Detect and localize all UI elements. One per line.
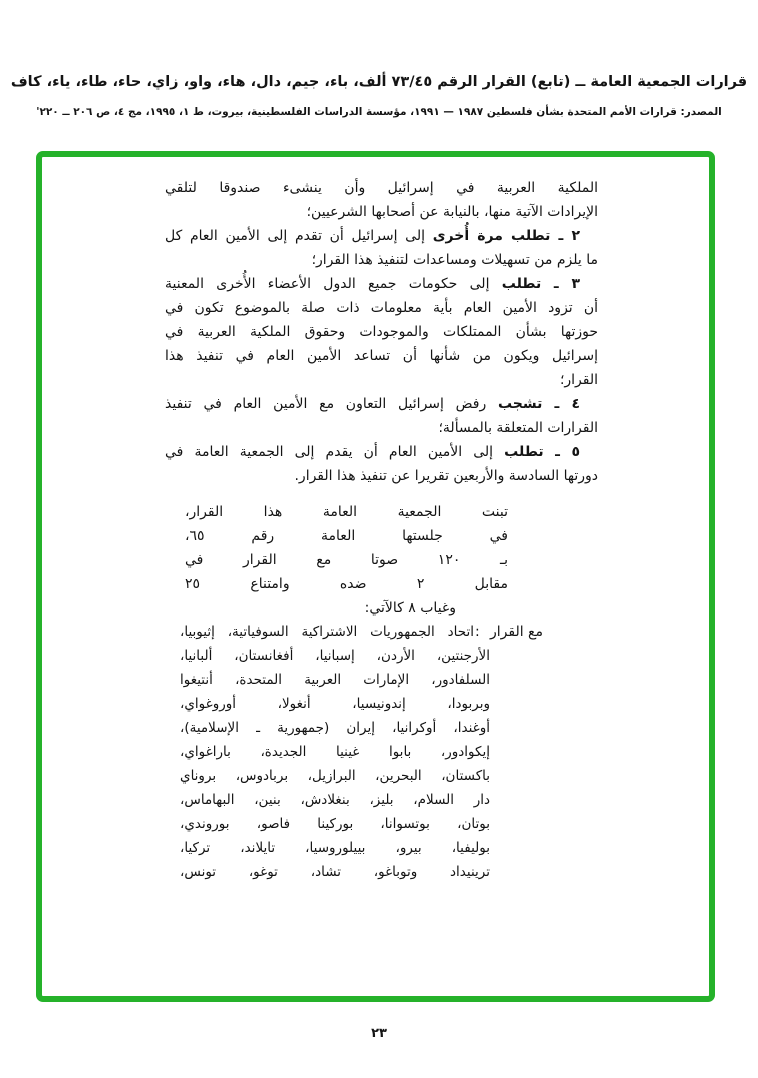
text-line: القرارات المتعلقة بالمسألة؛: [438, 420, 598, 436]
text-line: ٢ ـ تطلب مرة أُخرى إلى إسرائيل أن تقدم إلى الأمين العام كل: [165, 228, 580, 244]
text-line: اتحاد الجمهوريات الاشتراكية السوفياتية، إثيوبيا،: [180, 624, 474, 640]
text-line: الإيرادات الآتية منها، بالنيابة عن أصحابها الشرعيين؛: [306, 204, 598, 220]
text-line: تبنت الجمعية العامة هذا القرار،: [185, 504, 508, 520]
text-line: باكستان، البحرين، البرازيل، بربادوس، بروناي: [180, 768, 490, 784]
vote-section: [165, 620, 598, 884]
text-line: بـ ١٢٠ صوتا مع القرار في: [185, 552, 509, 568]
vote-label: [475, 620, 543, 644]
vote-label-text: مع القرار: [489, 624, 543, 640]
text-line: ٥ ـ تطلب إلى الأمين العام أن يقدم إلى الجمعية العامة في: [165, 444, 580, 460]
adoption-block: [185, 500, 508, 620]
text-line: ترينيداد وتوباغو، تشاد، توغو، تونس،: [180, 864, 490, 880]
text-line: دورتها السادسة والأربعين تقريرا عن تنفيذ هذا القرار.: [294, 468, 598, 484]
text-line: ٣ ـ تطلب إلى حكومات جميع الدول الأعضاء الأُخرى المعنية: [165, 276, 580, 292]
main-paragraphs: [165, 176, 598, 488]
text-line: إيكوادور، بابوا غينيا الجديدة، باراغواي،: [180, 744, 490, 760]
text-line: ما يلزم من تسهيلات ومساعدات لتنفيذ هذا القرار؛: [311, 252, 598, 268]
text-line: أوغندا، أوكرانيا، إيران (جمهورية ـ الإسلامية)،: [180, 720, 490, 736]
text-line: بوتان، بوتسوانا، بوركينا فاصو، بوروندي،: [180, 816, 490, 832]
text-line: الأرجنتين، الأردن، إسبانيا، أفغانستان، ألبانيا،: [180, 648, 490, 664]
text-line: الملكية العربية في إسرائيل وأن ينشىء صندوقا لتلقي: [165, 180, 598, 196]
text-line: القرار؛: [559, 372, 598, 388]
header-title: قرارات الجمعية العامة ــ (تابع) القرار الرقم ٧٣/٤٥ ألف، باء، جيم، دال، هاء، واو، زاي، حاء، طاء، ياء، كاف: [10, 74, 748, 90]
text-line: وبربودا، إندونيسيا، أنغولا، أوروغواي،: [180, 696, 490, 712]
vote-label-colon: :: [475, 624, 480, 640]
text-line: إسرائيل ويكون من شأنها أن تساعد الأمين العام في تنفيذ هذا: [165, 348, 598, 364]
text-line: السلفادور، الإمارات العربية المتحدة، أنتيغوا: [180, 672, 490, 688]
document-body: [165, 176, 598, 884]
header-source: المصدر: قرارات الأمم المتحدة بشأن فلسطين ١٩٨٧ — ١٩٩١، مؤسسة الدراسات الفلسطينية، بيروت، ط ١، ١٩٩٥، مج ٤، ص ٢٠٦ ــ ٢٢٠': [36, 106, 722, 118]
page-number: ٢٣: [371, 1026, 387, 1041]
text-line: ٤ ـ تشجب رفض إسرائيل التعاون مع الأمين العام في تنفيذ: [165, 396, 581, 412]
text-line: مقابل ٢ ضده وامتناع ٢٥: [185, 576, 509, 592]
text-line: دار السلام، بليز، بنغلادش، بنين، البهاماس،: [180, 792, 490, 808]
text-line: حوزتها بشأن الممتلكات والموجودات وحقوق الملكية العربية في: [165, 324, 598, 340]
text-line: أن تزود الأمين العام بأية معلومات ذات صلة بالموضوع تكون في: [165, 300, 598, 316]
text-line: وغياب ٨ كالآتي:: [364, 600, 456, 616]
vote-country-list: [180, 620, 490, 884]
text-line: بوليفيا، بيرو، بييلوروسيا، تايلاند، تركيا،: [180, 840, 490, 856]
text-line: في جلستها العامة رقم ٦٥،: [185, 528, 508, 544]
